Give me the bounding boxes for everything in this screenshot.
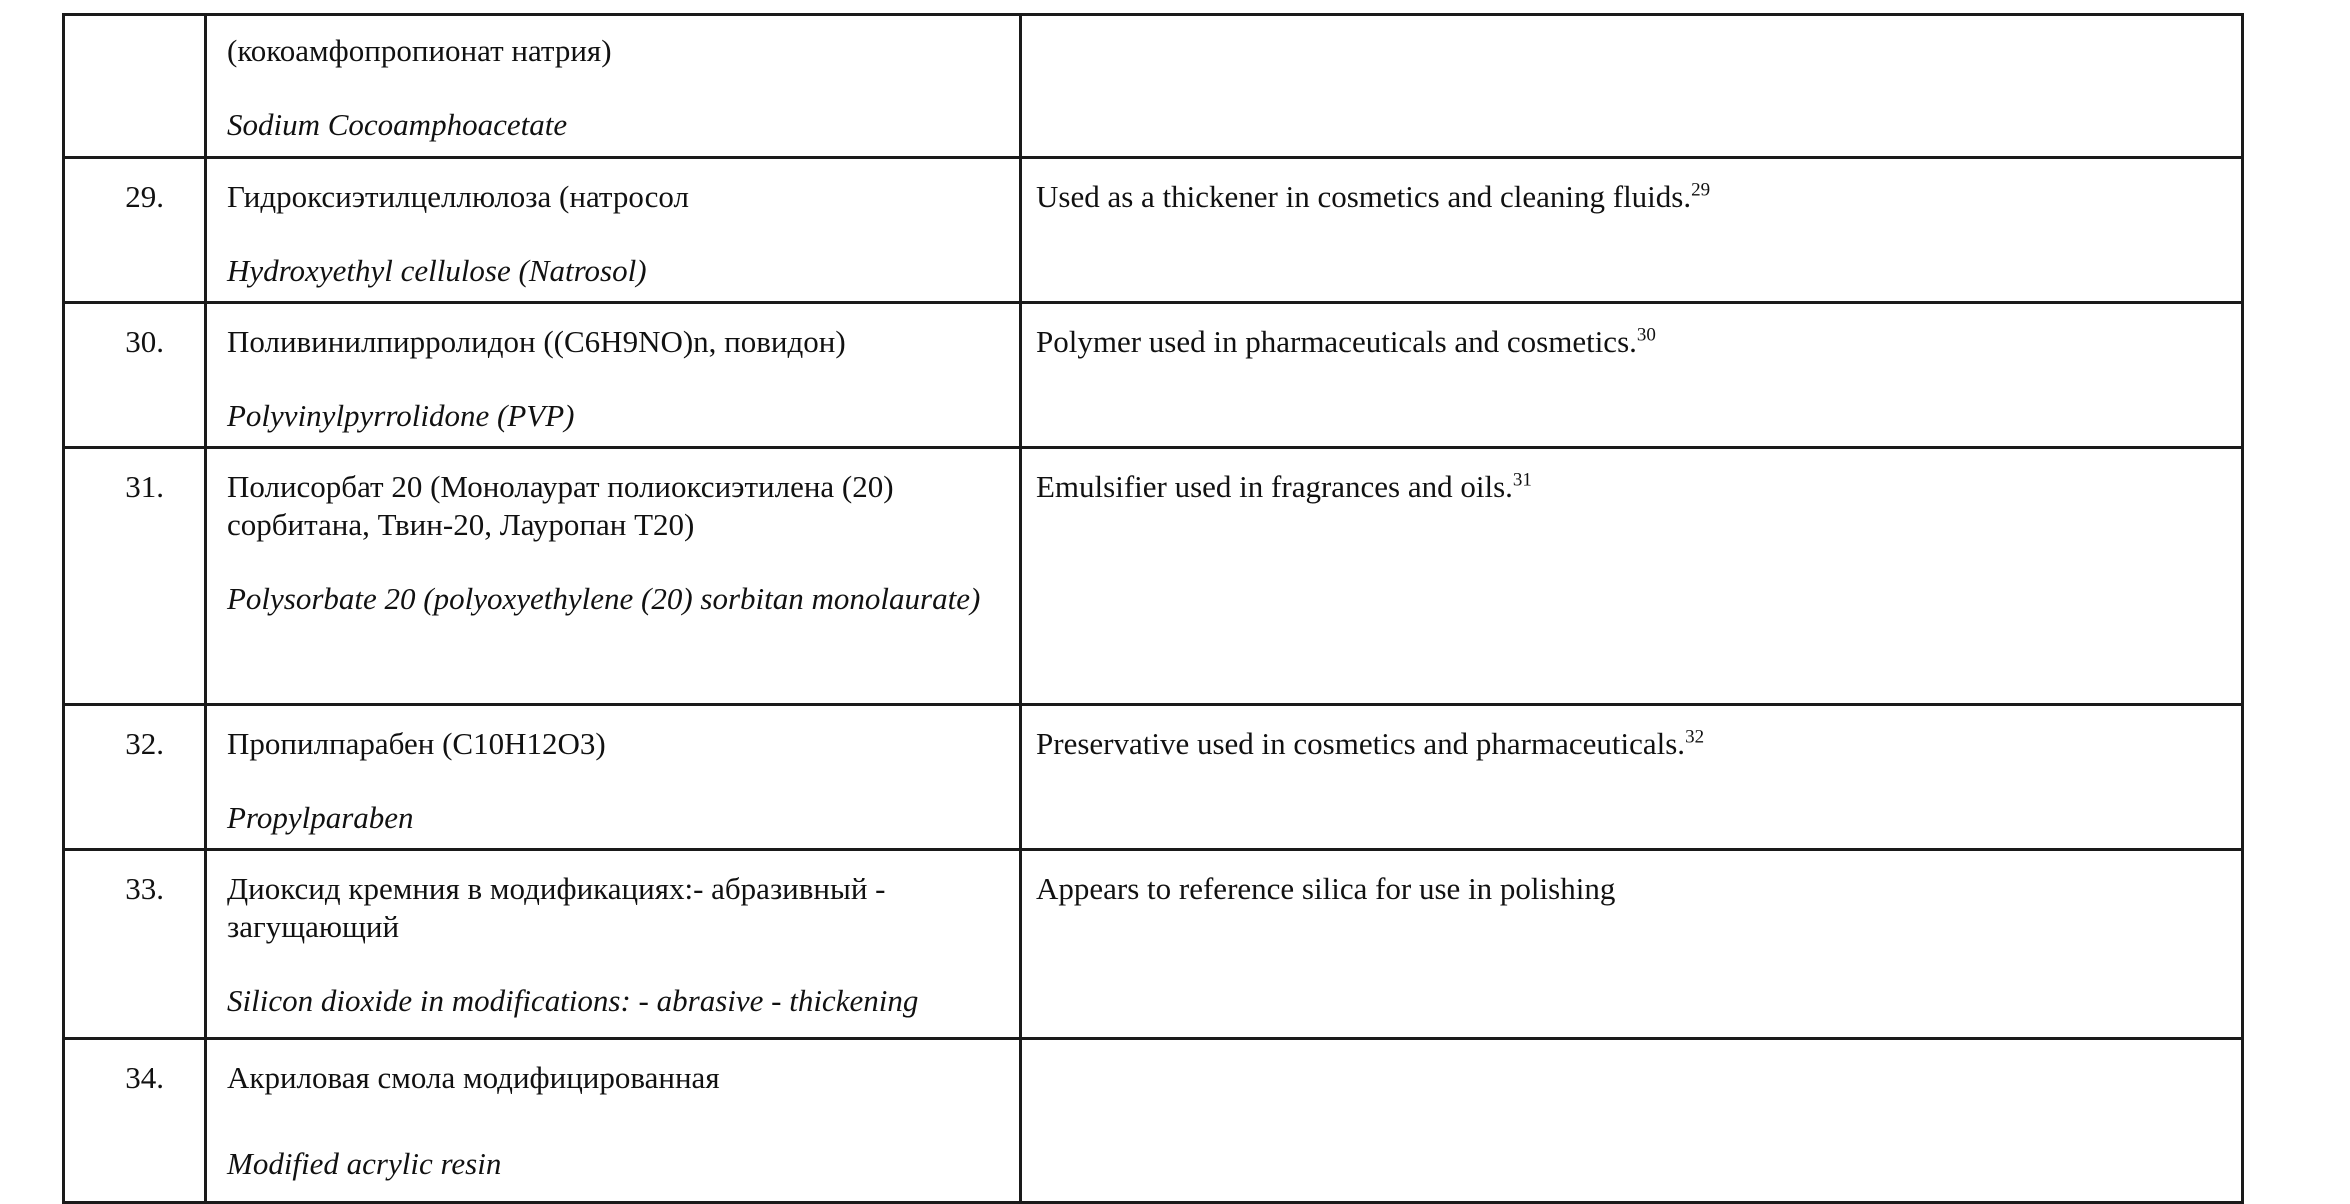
table-row (64, 303, 2243, 448)
description-text: Preservative used in cosmetics and pharmaceuticals. (1036, 726, 1686, 761)
description-text: Used as a thickener in cosmetics and cleaning fluids. (1036, 179, 1692, 214)
russian-name: (кокоамфопропионат натрия) (227, 33, 612, 68)
footnote-ref: 30 (1636, 324, 1656, 346)
description-cell (1021, 158, 2243, 303)
russian-name: Гидроксиэтилцеллюлоза (натросол (227, 179, 689, 214)
table-row (64, 1039, 2243, 1203)
english-name: Modified acrylic resin (227, 1146, 502, 1181)
english-name: Hydroxyethyl cellulose (Natrosol) (227, 253, 647, 288)
english-name: Silicon dioxide in modifications: - abrasive - thickening (227, 983, 919, 1018)
row-number: 34. (64, 1039, 206, 1203)
description-text: Polymer used in pharmaceuticals and cosmetics. (1036, 324, 1637, 359)
ingredient-name-cell (206, 448, 1021, 705)
ingredient-name-cell (206, 850, 1021, 1039)
ingredient-name-cell (206, 15, 1021, 158)
english-name: Polyvinylpyrrolidone (PVP) (227, 398, 575, 433)
russian-name: Полисорбат 20 (Монолаурат полиоксиэтилена (20) сорбитана, Твин-20, Лауропан Т20) (227, 469, 894, 542)
russian-name: Диоксид кремния в модификациях:- абразивный - загущающий (227, 871, 886, 944)
english-name: Sodium Cocoamphoacetate (227, 107, 568, 142)
row-number: 29. (64, 158, 206, 303)
russian-name: Поливинилпирролидон ((C6H9NO)n, повидон) (227, 324, 846, 359)
row-number: 31. (64, 448, 206, 705)
description-cell (1021, 15, 2243, 158)
table-row (64, 705, 2243, 850)
row-number (64, 15, 206, 158)
english-name: Propylparaben (227, 800, 414, 835)
description-cell (1021, 448, 2243, 705)
description-cell (1021, 705, 2243, 850)
ingredient-name-cell (206, 158, 1021, 303)
table-row (64, 158, 2243, 303)
russian-name: Акриловая смола модифицированная (227, 1060, 720, 1095)
row-number: 33. (64, 850, 206, 1039)
ingredient-name-cell (206, 1039, 1021, 1203)
table-row (64, 15, 2243, 158)
row-number: 32. (64, 705, 206, 850)
description-cell (1021, 1039, 2243, 1203)
description-text: Emulsifier used in fragrances and oils. (1036, 469, 1513, 504)
description-text: Appears to reference silica for use in polishing (1036, 871, 1616, 906)
russian-name: Пропилпарабен (C10H12O3) (227, 726, 606, 761)
row-number: 30. (64, 303, 206, 448)
footnote-ref: 29 (1691, 179, 1711, 201)
footnote-ref: 32 (1685, 726, 1705, 748)
table-row (64, 448, 2243, 705)
ingredient-name-cell (206, 303, 1021, 448)
table-row (64, 850, 2243, 1039)
ingredient-name-cell (206, 705, 1021, 850)
description-cell (1021, 850, 2243, 1039)
footnote-ref: 31 (1512, 469, 1532, 491)
description-cell (1021, 303, 2243, 448)
ingredients-table (62, 13, 2244, 1204)
english-name: Polysorbate 20 (polyoxyethylene (20) sorbitan monolaurate) (227, 581, 981, 616)
